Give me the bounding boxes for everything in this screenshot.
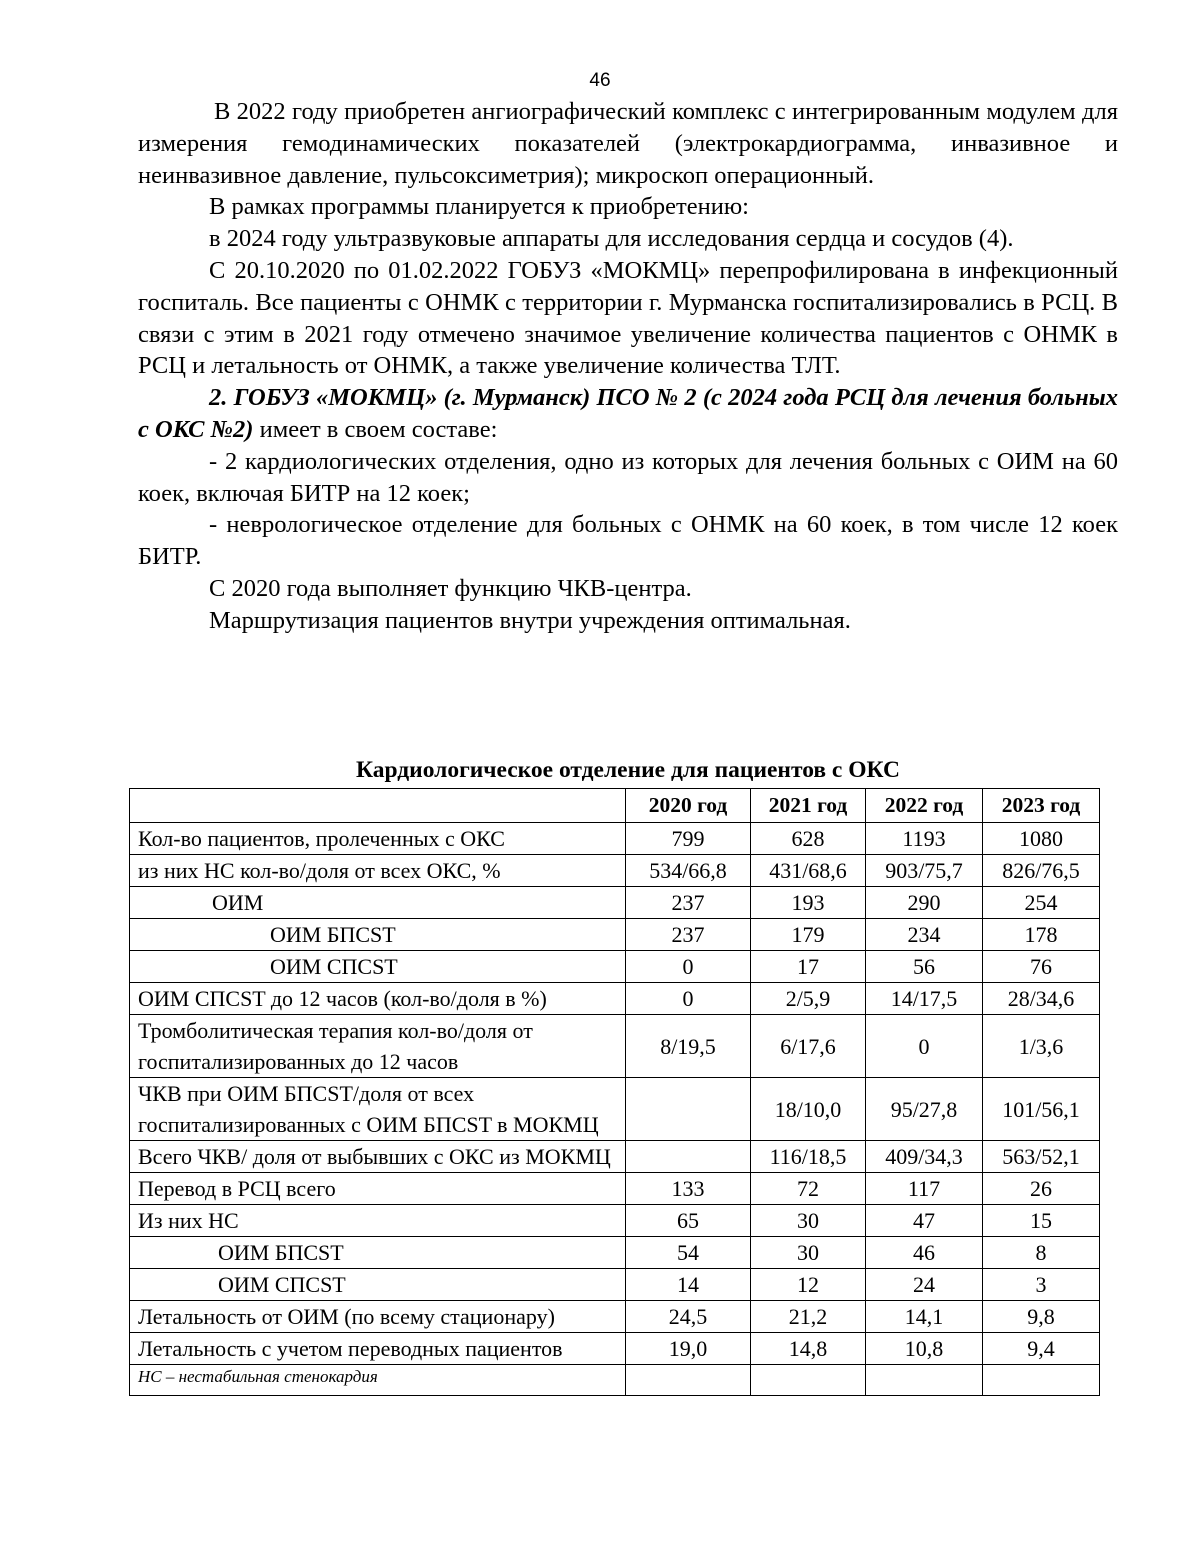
row-label: Перевод в РСЦ всего bbox=[130, 1173, 626, 1205]
table-row bbox=[130, 919, 1100, 951]
pso2-heading-bold: 2. ГОБУЗ «МОКМЦ» (г. Мурманск) ПСО № 2 (с 2024 года РСЦ для лечения больных с ОКС №2) bbox=[138, 384, 1118, 443]
cell-2022: 24 bbox=[866, 1269, 983, 1301]
cell-2022: 14,1 bbox=[866, 1301, 983, 1333]
header-2022: 2022 год bbox=[866, 789, 983, 823]
cell-2021: 21,2 bbox=[751, 1301, 866, 1333]
table-row bbox=[130, 1269, 1100, 1301]
cell-2022: 409/34,3 bbox=[866, 1141, 983, 1173]
cell-2023: 1080 bbox=[983, 823, 1100, 855]
header-2023: 2023 год bbox=[983, 789, 1100, 823]
table-row bbox=[130, 1015, 1100, 1078]
table-header-row bbox=[130, 789, 1100, 823]
paragraph-pso2-heading bbox=[138, 382, 1118, 446]
footnote-empty-cell bbox=[626, 1365, 751, 1396]
cell-2023: 9,4 bbox=[983, 1333, 1100, 1365]
cell-2023: 26 bbox=[983, 1173, 1100, 1205]
cell-2021: 30 bbox=[751, 1237, 866, 1269]
table-row bbox=[130, 887, 1100, 919]
cell-2020: 0 bbox=[626, 951, 751, 983]
row-label: Всего ЧКВ/ доля от выбывших с ОКС из МОКМЦ bbox=[130, 1141, 626, 1173]
row-label: Летальность с учетом переводных пациентов bbox=[130, 1333, 626, 1365]
cell-2020: 237 bbox=[626, 919, 751, 951]
cell-2022: 56 bbox=[866, 951, 983, 983]
cell-2022: 10,8 bbox=[866, 1333, 983, 1365]
cell-2023: 1/3,6 bbox=[983, 1015, 1100, 1078]
cell-2023: 254 bbox=[983, 887, 1100, 919]
header-2020: 2020 год bbox=[626, 789, 751, 823]
cell-2022: 290 bbox=[866, 887, 983, 919]
row-label: Тромболитическая терапия кол-во/доля от госпитализированных до 12 часов bbox=[130, 1015, 626, 1078]
cell-2022: 46 bbox=[866, 1237, 983, 1269]
cell-2020 bbox=[626, 1078, 751, 1141]
cell-2020: 65 bbox=[626, 1205, 751, 1237]
cell-2023: 3 bbox=[983, 1269, 1100, 1301]
row-label: Летальность от ОИМ (по всему стационару) bbox=[130, 1301, 626, 1333]
cell-2020: 8/19,5 bbox=[626, 1015, 751, 1078]
cell-2020: 19,0 bbox=[626, 1333, 751, 1365]
table-row bbox=[130, 983, 1100, 1015]
paragraph-neurology-unit: - неврологическое отделение для больных с ОНМК на 60 коек, в том числе 12 коек БИТР. bbox=[138, 511, 1118, 571]
page-number: 46 bbox=[589, 70, 611, 91]
cell-2021: 628 bbox=[751, 823, 866, 855]
row-label: ОИМ БПСST bbox=[130, 919, 626, 951]
footnote-empty-cell bbox=[983, 1365, 1100, 1396]
cell-2021: 193 bbox=[751, 887, 866, 919]
row-label: из них НС кол-во/доля от всех ОКС, % bbox=[130, 855, 626, 887]
table-row bbox=[130, 1301, 1100, 1333]
cell-2022: 117 bbox=[866, 1173, 983, 1205]
cell-2020: 14 bbox=[626, 1269, 751, 1301]
cell-2021: 17 bbox=[751, 951, 866, 983]
table-title: Кардиологическое отделение для пациентов с ОКС bbox=[356, 757, 900, 783]
cell-2023: 15 bbox=[983, 1205, 1100, 1237]
table-row bbox=[130, 951, 1100, 983]
table-row bbox=[130, 1333, 1100, 1365]
row-label: ОИМ БПСST bbox=[130, 1237, 626, 1269]
cell-2023: 101/56,1 bbox=[983, 1078, 1100, 1141]
cell-2023: 178 bbox=[983, 919, 1100, 951]
cell-2021: 116/18,5 bbox=[751, 1141, 866, 1173]
table-row bbox=[130, 1237, 1100, 1269]
row-label: ОИМ СПСST bbox=[130, 951, 626, 983]
cell-2021: 18/10,0 bbox=[751, 1078, 866, 1141]
paragraph-planned-intro: В рамках программы планируется к приобретению: bbox=[209, 193, 749, 221]
paragraph-routing: Маршрутизация пациентов внутри учреждения оптимальная. bbox=[209, 606, 851, 634]
paragraph-planned-2024: в 2024 году ультразвуковые аппараты для исследования сердца и сосудов (4). bbox=[209, 225, 1014, 253]
footnote-empty-cell bbox=[751, 1365, 866, 1396]
header-empty bbox=[130, 789, 626, 823]
cell-2020: 799 bbox=[626, 823, 751, 855]
cell-2020: 237 bbox=[626, 887, 751, 919]
cell-2021: 6/17,6 bbox=[751, 1015, 866, 1078]
cell-2021: 2/5,9 bbox=[751, 983, 866, 1015]
row-label: ОИМ СПСST до 12 часов (кол-во/доля в %) bbox=[130, 983, 626, 1015]
paragraph-cardiology-units: - 2 кардиологических отделения, одно из которых для лечения больных с ОИМ на 60 коек, включая БИТР на 12 коек; bbox=[138, 447, 1118, 507]
cell-2022: 903/75,7 bbox=[866, 855, 983, 887]
cell-2021: 14,8 bbox=[751, 1333, 866, 1365]
cell-2020: 54 bbox=[626, 1237, 751, 1269]
cell-2023: 8 bbox=[983, 1237, 1100, 1269]
table-footnote-row bbox=[130, 1365, 1100, 1396]
row-label: ОИМ СПСST bbox=[130, 1269, 626, 1301]
row-label: ОИМ bbox=[130, 887, 626, 919]
cell-2020: 0 bbox=[626, 983, 751, 1015]
cell-2022: 14/17,5 bbox=[866, 983, 983, 1015]
table-row bbox=[130, 1173, 1100, 1205]
table-row bbox=[130, 1141, 1100, 1173]
cell-2020: 133 bbox=[626, 1173, 751, 1205]
cell-2023: 28/34,6 bbox=[983, 983, 1100, 1015]
row-label: Кол-во пациентов, пролеченных с ОКС bbox=[130, 823, 626, 855]
table-footnote: НС – нестабильная стенокардия bbox=[130, 1365, 626, 1396]
cell-2022: 234 bbox=[866, 919, 983, 951]
cell-2020: 24,5 bbox=[626, 1301, 751, 1333]
row-label: Из них НС bbox=[130, 1205, 626, 1237]
table-row bbox=[130, 1078, 1100, 1141]
pso2-heading-rest: имеет в своем составе: bbox=[253, 415, 498, 443]
cell-2021: 30 bbox=[751, 1205, 866, 1237]
table-row bbox=[130, 855, 1100, 887]
paragraph-covid-hospital: С 20.10.2020 по 01.02.2022 ГОБУЗ «МОКМЦ» перепрофилирована в инфекционный госпиталь. Все пациенты с ОНМК с территории г. Мурманска госпитализировались в РСЦ. В связи с этим в 2021 году отмечено значимое увеличение количества пациентов с ОНМК в РСЦ и летальность от ОНМК, а также увеличение количества ТЛТ. bbox=[138, 256, 1118, 380]
paragraph-pci-center: С 2020 года выполняет функцию ЧКВ-центра. bbox=[209, 574, 692, 602]
cell-2021: 431/68,6 bbox=[751, 855, 866, 887]
cell-2023: 76 bbox=[983, 951, 1100, 983]
cell-2023: 9,8 bbox=[983, 1301, 1100, 1333]
cell-2021: 12 bbox=[751, 1269, 866, 1301]
paragraph-equipment-2022: В 2022 году приобретен ангиографический комплекс с интегрированным модулем для измерения гемодинамических показателей (электрокардиограмма, инвазивное и неинвазивное давление, пульсоксиметрия); микроскоп операционный. bbox=[138, 98, 1118, 189]
cell-2021: 179 bbox=[751, 919, 866, 951]
cell-2023: 563/52,1 bbox=[983, 1141, 1100, 1173]
cell-2022: 95/27,8 bbox=[866, 1078, 983, 1141]
cell-2022: 1193 bbox=[866, 823, 983, 855]
header-2021: 2021 год bbox=[751, 789, 866, 823]
cardiology-table bbox=[129, 788, 1100, 1396]
cell-2020 bbox=[626, 1141, 751, 1173]
cell-2023: 826/76,5 bbox=[983, 855, 1100, 887]
table-row bbox=[130, 1205, 1100, 1237]
cell-2022: 0 bbox=[866, 1015, 983, 1078]
cell-2021: 72 bbox=[751, 1173, 866, 1205]
footnote-empty-cell bbox=[866, 1365, 983, 1396]
table-row bbox=[130, 823, 1100, 855]
body-text bbox=[138, 96, 1118, 637]
row-label: ЧКВ при ОИМ БПСST/доля от всех госпитализированных с ОИМ БПСST в МОКМЦ bbox=[130, 1078, 626, 1141]
cell-2020: 534/66,8 bbox=[626, 855, 751, 887]
cell-2022: 47 bbox=[866, 1205, 983, 1237]
